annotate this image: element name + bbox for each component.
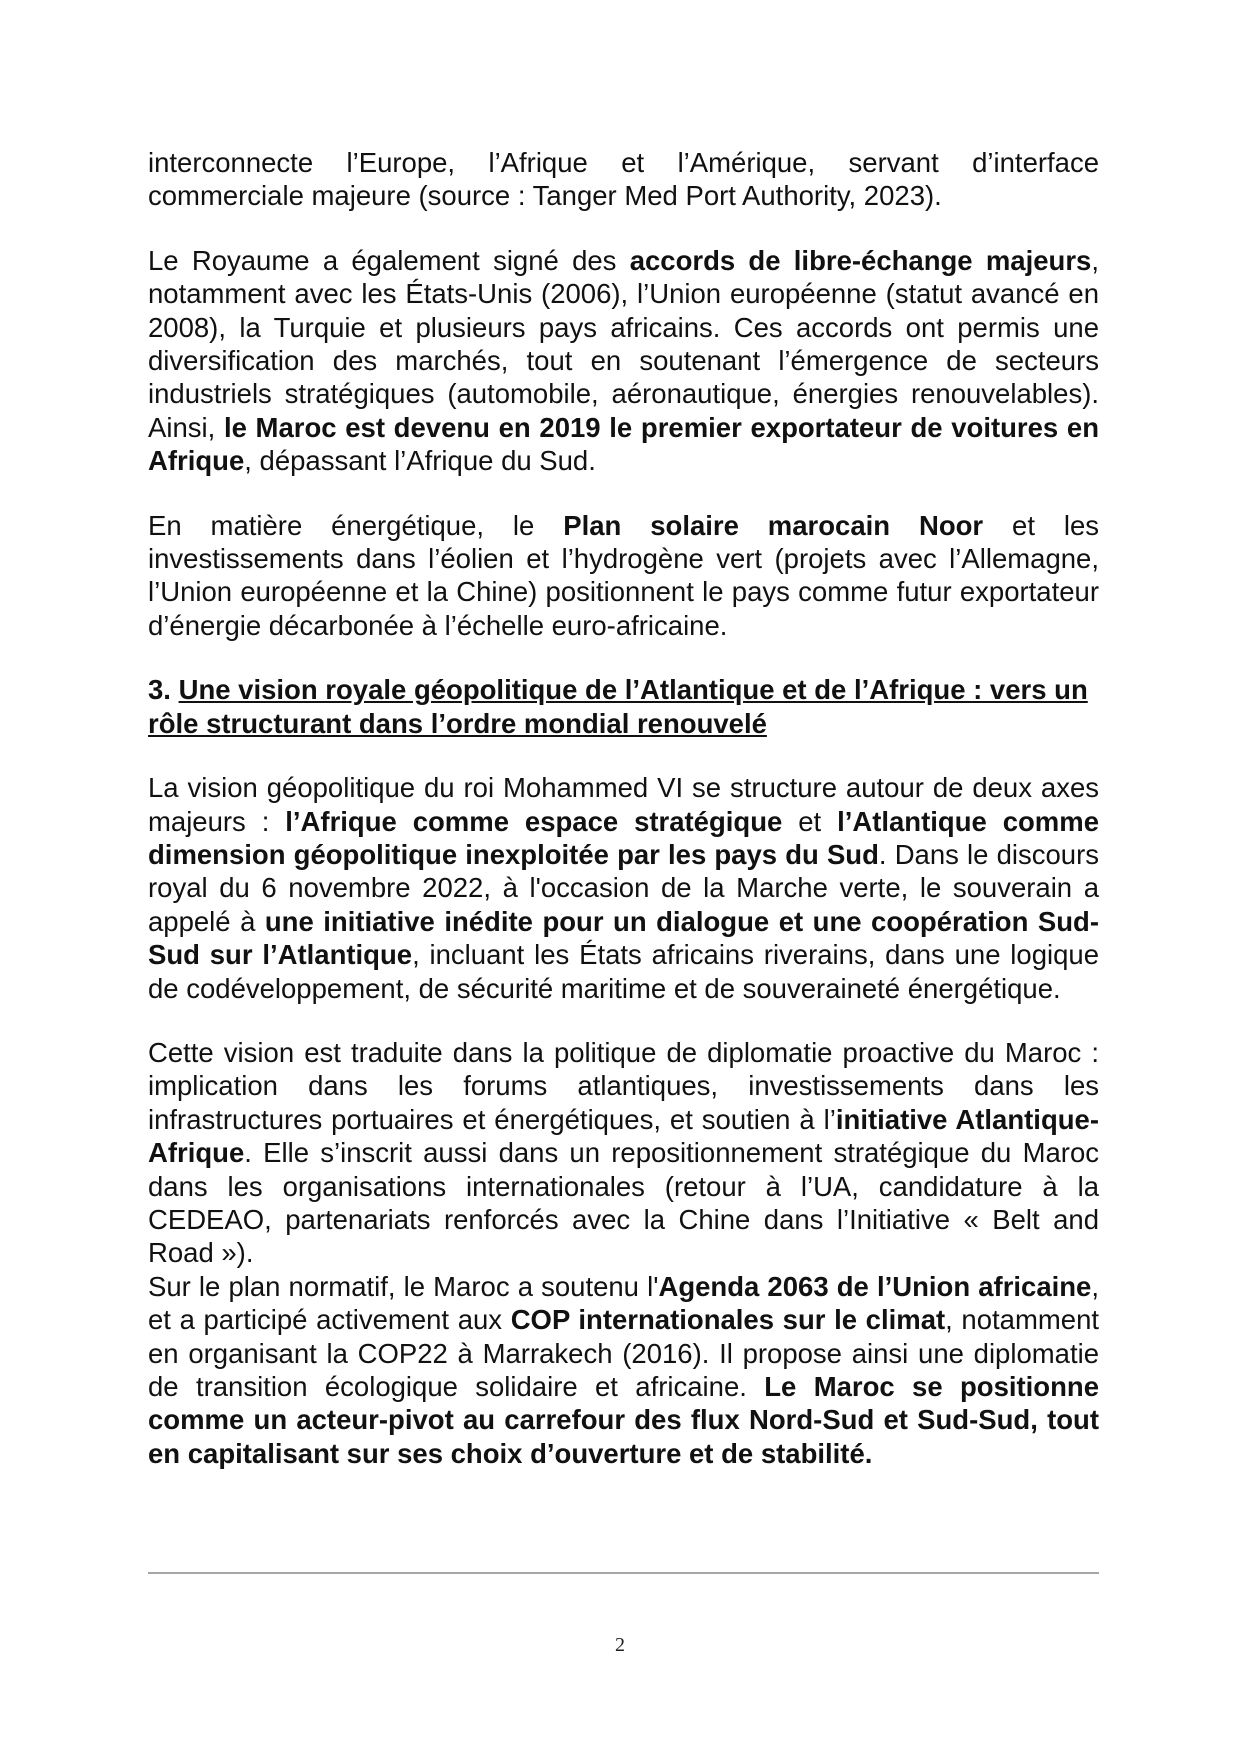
footer-divider <box>148 1572 1099 1574</box>
paragraph-energy: En matière énergétique, le Plan solaire marocain Noor et les investissements dans l’éolien et l’hydrogène vert (projets avec l’Allemagne, l’Union européenne et la Chine) positionnent le pays comme futur exportateur d’énergie décarbonée à l’échelle euro-africaine. <box>148 509 1100 641</box>
section-title: Une vision royale géopolitique de l’Atlantique et de l’Afrique : vers un rôle structurant dans l’ordre mondial renouvelé <box>148 674 1088 739</box>
paragraph-trade-interface: interconnecte l’Europe, l’Afrique et l’Amérique, servant d’interface commerciale majeure (source : Tanger Med Port Authority, 2023). <box>148 147 1099 212</box>
document-body <box>148 146 1099 1470</box>
bold-noor-plan: Plan solaire marocain Noor <box>563 509 984 541</box>
section-number: 3. <box>148 674 179 706</box>
section-heading <box>148 673 1099 740</box>
bold-car-exporter: le Maroc est devenu en 2019 le premier exportateur de voitures en Afrique <box>148 411 1099 477</box>
bold-free-trade-agreements: accords de libre-échange majeurs <box>629 244 1092 276</box>
bold-atlantic-dimension: l’Atlantique comme dimension géopolitique inexploitée par les pays du Sud <box>148 805 1099 870</box>
paragraph-free-trade: Le Royaume a également signé des accords de libre-échange majeurs, notamment avec les États-Unis (2006), l’Union européenne (statut avancé en 2008), la Turquie et plusieurs pays africains. Ces accords ont permis une diversification des marchés, tout en soutenant l’émergence de secteurs industriels stratégiques (automobile, aéronautique, énergies renouvelables). Ainsi, le Maroc est devenu en 2019 le premier exportateur de voitures en Afrique, dépassant l’Afrique du Sud. <box>148 244 1099 477</box>
bold-cop-climate: COP internationales sur le climat <box>510 1304 946 1336</box>
bold-atlantic-africa-initiative: initiative Atlantique-Afrique <box>148 1103 1099 1169</box>
page-number: 2 <box>615 1634 625 1656</box>
bold-conclusion: Le Maroc se positionne comme un acteur-pivot au carrefour des flux Nord-Sud et Sud-Sud, tout en capitalisant sur ses choix d’ouverture et de stabilité. <box>148 1371 1099 1469</box>
bold-agenda-2063: Agenda 2063 de l’Union africaine <box>658 1270 1092 1302</box>
paragraph-royal-vision: La vision géopolitique du roi Mohammed VI se structure autour de deux axes majeurs : l’Afrique comme espace stratégique et l’Atlantique comme dimension géopolitique inexploitée par les pays du Sud. Dans le discours royal du 6 novembre 2022, à l'occasion de la Marche verte, le souverain a appelé à une initiative inédite pour un dialogue et une coopération Sud-Sud sur l’Atlantique, incluant les États africains riverains, dans une logique de codéveloppement, de sécurité maritime et de souveraineté énergétique. <box>148 772 1099 1004</box>
paragraph-normative: Sur le plan normatif, le Maroc a soutenu l'Agenda 2063 de l’Union africaine, et a participé activement aux COP internationales sur le climat, notamment en organisant la COP22 à Marrakech (2016). Il propose ainsi une diplomatie de transition écologique solidaire et africaine. Le Maroc se positionne comme un acteur-pivot au carrefour des flux Nord-Sud et Sud-Sud, tout en capitalisant sur ses choix d’ouverture et de stabilité. <box>148 1270 1100 1469</box>
bold-africa-space: l’Afrique comme espace stratégique <box>285 805 783 837</box>
bold-south-south-initiative: une initiative inédite pour un dialogue et une coopération Sud-Sud sur l’Atlantique <box>148 905 1099 971</box>
paragraph-diplomacy: Cette vision est traduite dans la politique de diplomatie proactive du Maroc : implication dans les forums atlantiques, investissements dans les infrastructures portuaires et énergétiques, et soutien à l’initiative Atlantique-Afrique. Elle s’inscrit aussi dans un repositionnement stratégique du Maroc dans les organisations internationales (retour à l’UA, candidature à la CEDEAO, partenariats renforcés avec la Chine dans l’Initiative « Belt and Road »). <box>148 1036 1099 1269</box>
